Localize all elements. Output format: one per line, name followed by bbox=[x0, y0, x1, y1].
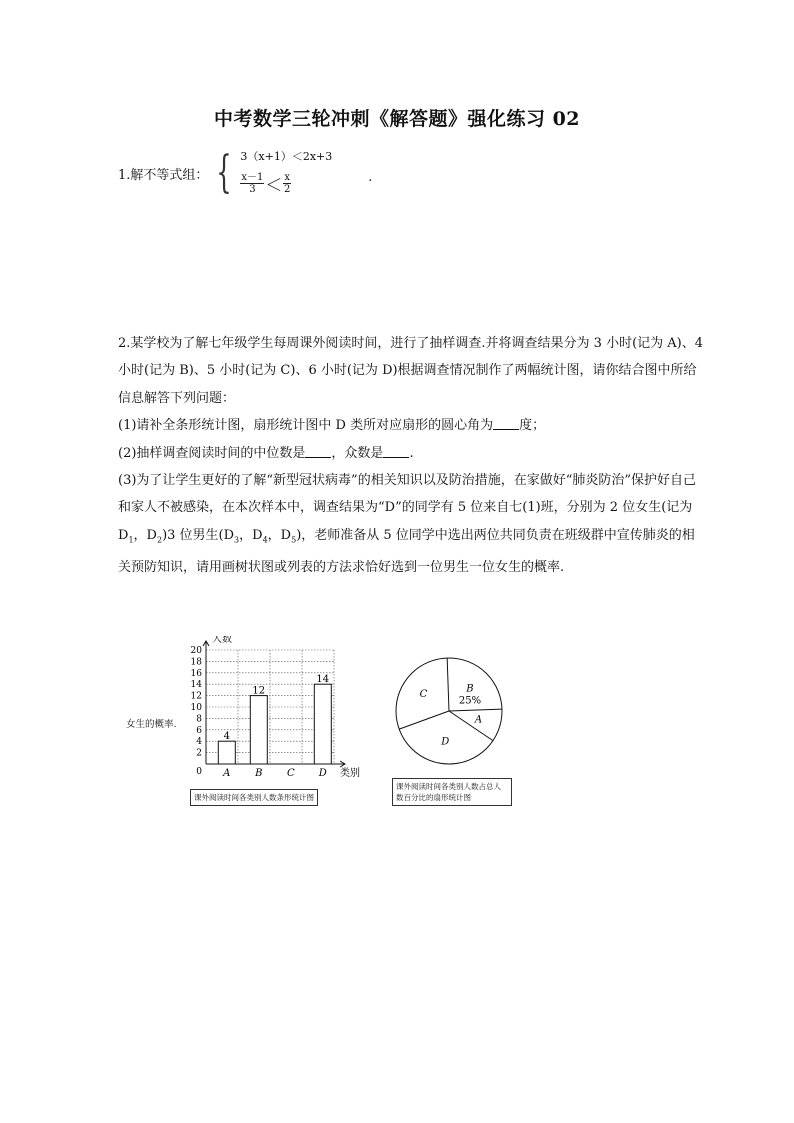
page-title: 中考数学三轮冲刺《解答题》强化练习 02 bbox=[213, 108, 581, 130]
bar-value-label: 12 bbox=[252, 685, 266, 697]
x-tick-label: A bbox=[223, 768, 231, 779]
pie-chart bbox=[392, 648, 520, 776]
y-axis-label: 人数 bbox=[212, 636, 232, 645]
bar-chart-block bbox=[126, 636, 366, 812]
left-brace: { bbox=[216, 147, 233, 198]
y-tick-label: 16 bbox=[190, 668, 202, 679]
side-label: 女生的概率. bbox=[126, 719, 177, 730]
fraction-left bbox=[240, 172, 264, 195]
y-tick-label: 10 bbox=[190, 703, 202, 713]
pie-slice-label: D bbox=[441, 736, 450, 748]
bar-chart bbox=[126, 636, 366, 786]
fraction-left-numerator: x－1 bbox=[241, 172, 264, 183]
fraction-right bbox=[283, 172, 291, 195]
bar bbox=[218, 741, 235, 764]
y-tick-label: 4 bbox=[196, 737, 202, 748]
fraction-right-denominator: 2 bbox=[284, 184, 291, 195]
inequality-1: 3（x+1）＜2x+3 bbox=[240, 150, 333, 163]
pie-slice-percent: 25% bbox=[458, 695, 482, 707]
bar bbox=[250, 696, 267, 764]
y-tick-label: 14 bbox=[190, 680, 202, 691]
less-than-sign: ＜ bbox=[265, 176, 283, 196]
pie-chart-caption: 课外阅读时间各类别人数占总人数百分比的扇形统计图 bbox=[392, 778, 512, 806]
bar bbox=[314, 684, 331, 764]
answer-blank bbox=[493, 415, 519, 430]
question-2 bbox=[118, 330, 704, 581]
y-tick-label: 8 bbox=[196, 714, 202, 725]
origin-label: 0 bbox=[196, 767, 202, 777]
x-tick-label: B bbox=[255, 768, 263, 779]
question-2-intro: 2.某学校为了解七年级学生每周课外阅读时间，进行了抽样调查.并将调查结果分为 3 小时(记为 A)、4 小时(记为 B)、5 小时(记为 C)、6 小时(记为 D)根据调查情况制作了两幅统计图，请你结合图中所给信息解答下列问题： bbox=[118, 336, 704, 406]
inequality-2 bbox=[240, 171, 332, 196]
pie-slice-label: C bbox=[419, 688, 428, 700]
bar-value-label: 14 bbox=[316, 674, 330, 686]
question-1-label: 1.解不等式组： bbox=[118, 167, 209, 183]
bar-chart-caption: 课外阅读时间各类别人数条形统计图 bbox=[190, 789, 318, 806]
question-2-part-3: (3)为了让学生更好的了解“新型冠状病毒”的相关知识以及防治措施，在家做好“肺炎防治”保护好自己和家人不被感染，在本次样本中，调查结果为“D”的同学有 5 位来自七(1)班，分别为 2 位女生(记为 $D_1$，$D_2)3$ 位男生($D_3$，$D_4$，$D_5$)，老师准备从 5 位同学中选出两位共同负责在班级群中宣传肺炎的相关预防知识，请用画树状图或列表的方法求恰好选到一位男生一位女生的概率. bbox=[118, 473, 696, 575]
y-tick-label: 2 bbox=[196, 748, 202, 759]
y-tick-label: 6 bbox=[196, 725, 202, 736]
fraction-left-denominator: 3 bbox=[249, 184, 256, 195]
y-tick-label: 12 bbox=[190, 691, 202, 702]
inequality-system bbox=[240, 150, 332, 196]
question-2-part-1: (1)请补全条形统计图，扇形统计图中 D 类所对应扇形的圆心角为 度； bbox=[118, 412, 704, 439]
question-2-part-2: (2)抽样调查阅读时间的中位数是 ，众数是 . bbox=[118, 440, 704, 467]
question-1-period: . bbox=[368, 169, 373, 185]
x-tick-label: D bbox=[318, 768, 327, 779]
answer-blank bbox=[305, 443, 331, 458]
y-tick-label: 20 bbox=[190, 646, 202, 656]
x-tick-label: C bbox=[286, 768, 295, 779]
x-axis-label: 类别 bbox=[340, 768, 360, 779]
answer-blank bbox=[383, 443, 409, 458]
pie-chart-block bbox=[392, 648, 520, 812]
bar-value-label: 4 bbox=[223, 731, 230, 743]
question-1 bbox=[118, 147, 373, 198]
y-tick-label: 18 bbox=[190, 657, 202, 668]
pie-slice-label: B bbox=[466, 683, 474, 695]
fraction-right-numerator: x bbox=[284, 172, 291, 183]
pie-slice-label: A bbox=[474, 714, 483, 726]
